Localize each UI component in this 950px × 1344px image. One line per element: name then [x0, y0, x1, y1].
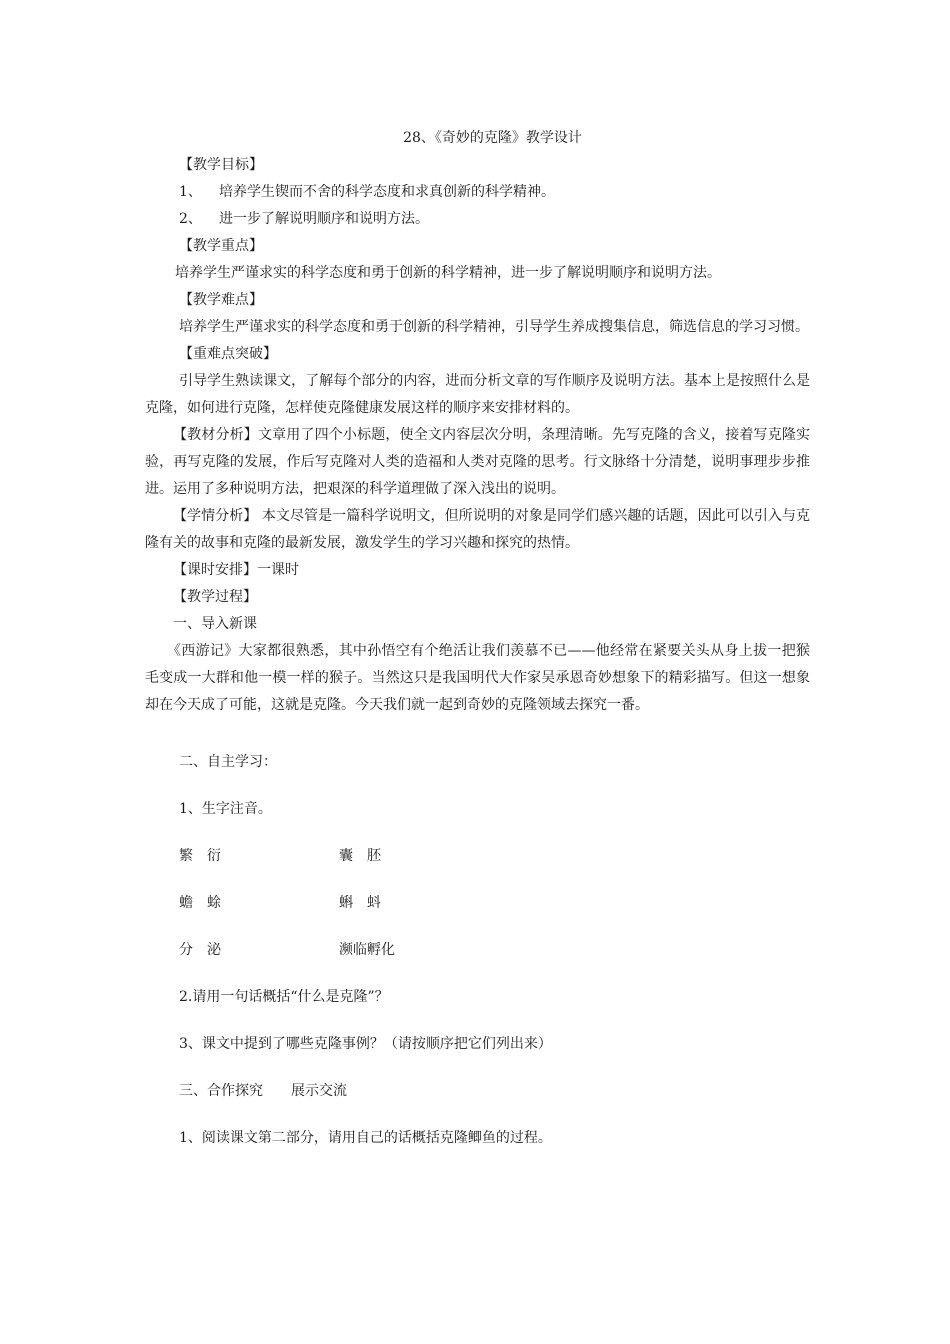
word-2a: 蟾 蜍: [179, 895, 221, 911]
goal-item-1-number: 1、: [179, 184, 202, 200]
word-1b: 囊 胚: [339, 848, 381, 864]
goal-item-2-number: 2、: [179, 211, 202, 227]
breakthrough-text: 引导学生熟读课文，了解每个部分的内容，进而分析文章的写作顺序及说明方法。基本上是按照什么是克隆，如何进行克隆，怎样使克隆健康发展这样的顺序来安排材料的。: [145, 373, 810, 416]
question-2: 2.请用一句话概括“什么是克隆”？: [179, 989, 389, 1005]
word-row-3: [145, 927, 810, 974]
step-intro-heading: 一、导入新课: [173, 616, 257, 632]
intro-text: 《西游记》大家都很熟悉，其中孙悟空有个绝活让我们羡慕不已——他经常在紧要关头从身上拔一把猴毛变成一大群和他一模一样的猴子。当然这只是我国明代大作家吴承恩奇妙想象下的精彩描写。但这一想象却在今天成了可能，这就是克隆。今天我们就一起到奇妙的克隆领域去探究一番。: [145, 643, 810, 713]
word-row-2: [145, 880, 810, 927]
document-body: [145, 124, 810, 1162]
word-3b: 濒临孵化: [339, 942, 395, 958]
key-heading: 【教学重点】: [179, 238, 263, 254]
goal-item-2-text: 进一步了解说明顺序和说明方法。: [219, 211, 429, 227]
difficulty-heading: 【教学难点】: [179, 292, 263, 308]
material-analysis: [145, 422, 810, 503]
step-explore-b: 展示交流: [291, 1083, 347, 1099]
schedule: [145, 557, 810, 584]
goal-heading: 【教学目标】: [179, 157, 263, 173]
student-analysis-label: 【学情分析】: [173, 508, 258, 524]
breakthrough-heading: 【重难点突破】: [179, 346, 277, 362]
key-text: 培养学生严谨求实的科学态度和勇于创新的科学精神，进一步了解说明顺序和说明方法。: [175, 265, 721, 281]
question-1: 1、生字注音。: [179, 801, 272, 817]
student-analysis: [145, 503, 810, 557]
process-heading: 【教学过程】: [173, 589, 257, 605]
step-explore-a: 三、合作探究: [179, 1083, 263, 1099]
step-self-study-heading: 二、自主学习：: [179, 754, 277, 770]
schedule-label: 【课时安排】: [173, 562, 257, 578]
question-4: 1、阅读课文第二部分，请用自己的话概括克隆鲫鱼的过程。: [179, 1130, 552, 1146]
student-analysis-text: 本文尽管是一篇科学说明文，但所说明的对象是同学们感兴趣的话题，因此可以引入与克隆有关的故事和克隆的最新发展，激发学生的学习兴趣和探究的热情。: [145, 508, 810, 551]
goal-item-2: [145, 206, 810, 233]
goal-item-1: [145, 179, 810, 206]
step-explore-heading: [145, 1068, 810, 1115]
word-row-1: [145, 833, 810, 880]
goal-item-1-text: 培养学生锲而不舍的科学态度和求真创新的科学精神。: [219, 184, 555, 200]
schedule-text: 一课时: [257, 562, 299, 578]
word-3a: 分 泌: [179, 942, 221, 958]
word-2b: 蝌 蚪: [339, 895, 381, 911]
document-title: 28、《奇妙的克隆》教学设计: [403, 130, 582, 146]
word-1a: 繁 衍: [179, 848, 221, 864]
material-analysis-label: 【教材分析】: [173, 427, 258, 443]
question-3: 3、课文中提到了哪些克隆事例？（请按顺序把它们列出来）: [179, 1036, 552, 1052]
material-analysis-text: 文章用了四个小标题，使全文内容层次分明，条理清晰。先写克隆的含义，接着写克隆实验，再写克隆的发展，作后写克隆对人类的造福和人类对克隆的思考。行文脉络十分清楚，说明事理步步推进。运用了多种说明方法，把艰深的科学道理做了深入浅出的说明。: [145, 427, 811, 497]
difficulty-text: 培养学生严谨求实的科学态度和勇于创新的科学精神，引导学生养成搜集信息，筛选信息的学习习惯。: [179, 319, 809, 335]
